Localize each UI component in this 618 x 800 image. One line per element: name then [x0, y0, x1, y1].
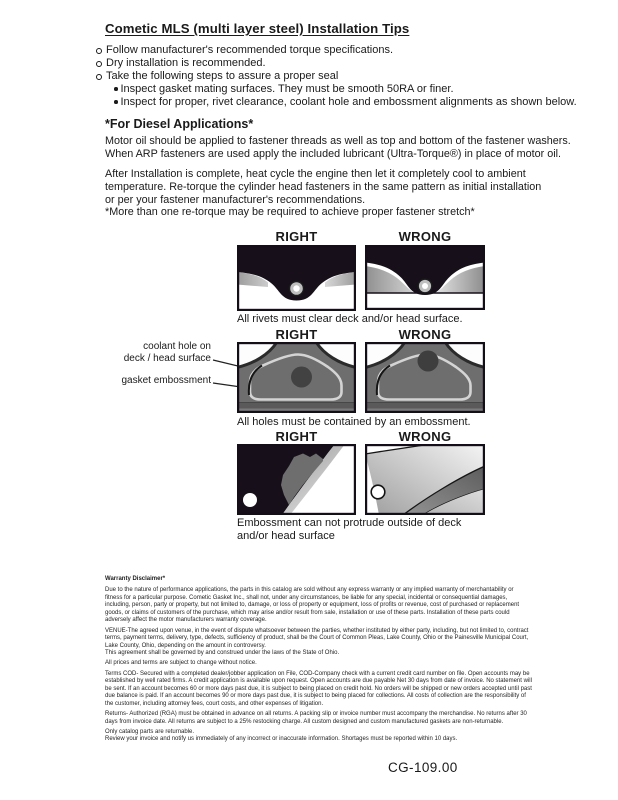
catalog-part-number: CG-109.00	[388, 760, 458, 775]
list-item	[114, 96, 577, 109]
label-line: deck / head surface	[123, 352, 211, 364]
list-item-text: Inspect for proper, rivet clearance, coolant hole and embossment alignments as shown below.	[120, 96, 577, 108]
retorque-note	[105, 206, 475, 219]
row3-right-header: RIGHT	[275, 429, 318, 444]
open-bullet-icon	[96, 74, 102, 80]
embossment-protrusion-right-illustration	[237, 444, 356, 515]
embossment-protrusion-wrong-illustration	[365, 444, 485, 515]
coolant-hole-label	[110, 341, 211, 364]
rivet-clearance-right-svg	[237, 245, 356, 311]
bolt-hole-icon	[371, 485, 385, 499]
bolt-hole-icon	[243, 493, 257, 507]
row1-right-header: RIGHT	[275, 229, 318, 244]
paragraph-line: or per your fastener manufacturer's recommendations.	[105, 194, 366, 207]
paragraph-line: temperature. Re-torque the cylinder head fasteners in the same pattern as initial installation	[105, 181, 542, 194]
row3-caption	[237, 517, 461, 542]
legal-paragraph: This agreement shall be governed by and construed under the laws of the State of Ohio.	[105, 650, 340, 657]
embossment-containment-wrong-illustration	[365, 342, 485, 413]
embossment-containment-right-illustration	[237, 342, 356, 413]
coolant-hole	[418, 351, 439, 372]
list-item-text: Dry installation is recommended.	[106, 57, 266, 69]
row2-caption: All holes must be contained by an embossment.	[237, 416, 471, 428]
warranty-disclaimer-section	[105, 576, 532, 746]
legal-paragraph: All prices and terms are subject to change without notice.	[105, 660, 257, 667]
paragraph-line: Motor oil should be applied to fastener threads as well as top and bottom of the fastener washers.	[105, 135, 571, 147]
embossment-right-svg	[237, 342, 356, 413]
paragraph-line: When ARP fasteners are used apply the included lubricant (Ultra-Torque®) in place of motor oil.	[105, 148, 562, 161]
caption-line: and/or head surface	[237, 529, 335, 542]
list-item	[96, 70, 393, 83]
gasket-embossment-label: gasket embossment	[121, 375, 211, 386]
legal-paragraph: Terms COD- Secured with a completed dealer/jobber application on File, COD-Company check with a current credit card number on file. Open accounts may be established by well rated firms. A credit application is available upon request. Open accounts are due payable Net 30 days from date of invoice. No statement will be sent. If an account becomes 60 or more days past due, it is subject to being placed on credit hold. No orders will be shipped or new orders accepted until past due balance is paid. If an account becomes 90 or more days past due, it is subject to being placed for collections. All costs of collection are the responsibility of the customer, including attorney fees, court costs, and other expenses of litigation.	[105, 670, 532, 707]
rivet-clearance-right-illustration	[237, 245, 356, 311]
row2-wrong-header: WRONG	[398, 327, 452, 342]
paragraph-line: After Installation is complete, heat cycle the engine then let it completely cool to ambient	[105, 168, 526, 180]
legal-paragraph: VENUE-The agreed upon venue, in the event of dispute whatsoever between the parties, whether instituted by either party, including, but not limited to, contract terms, payment terms, delivery, type, defects, sufficiency of product, shall be the Court of Common Pleas, Lake County, Ohio or the Painesville Municipal Court, Lake County, Ohio, depending on the amount in controversy.	[105, 627, 529, 649]
dot-bullet-icon	[114, 87, 118, 91]
installation-tips-list	[96, 44, 393, 83]
caption-line: Embossment can not protrude outside of deck	[237, 517, 462, 529]
dot-bullet-icon	[114, 100, 118, 104]
installation-tips-sublist	[114, 83, 577, 109]
protrusion-wrong-svg	[365, 444, 485, 515]
warranty-disclaimer-heading: Warranty Disclaimer*	[105, 576, 166, 582]
list-item	[96, 57, 393, 70]
list-item-text: Take the following steps to assure a proper seal	[106, 70, 339, 82]
diesel-paragraph-2	[105, 168, 541, 208]
label-line: coolant hole on	[143, 341, 211, 352]
open-bullet-icon	[96, 61, 102, 67]
list-item-text: Inspect gasket mating surfaces. They must be smooth 50RA or finer.	[120, 83, 454, 95]
embossment-wrong-svg	[365, 342, 485, 413]
rivet-clearance-wrong-illustration	[365, 245, 485, 310]
list-item-text: Follow manufacturer's recommended torque specifications.	[106, 44, 394, 56]
list-item	[114, 83, 577, 96]
row3-wrong-header: WRONG	[398, 429, 452, 444]
legal-paragraph: Due to the nature of performance applications, the parts in this catalog are sold without any express warranty or any implied warranty of merchantability or fitness for a particular purpose. Cometic Gasket Inc., shall not, under any circumstances, be liable for any special, incidental or consequential damages, including, person, party or property, but not limited to, damage, or loss of property or equipment, loss of profits or revenue, cost of purchased or replacement goods, or claims of customers of the purchase, which may arise and/or result from sale, installation or use of these parts. Installation of these parts could adversely affect the motor manufacturers warranty coverage.	[105, 587, 520, 624]
paragraph-line: *More than one re-torque may be required to achieve proper fastener stretch*	[105, 206, 475, 218]
open-bullet-icon	[96, 48, 102, 54]
rivet-clearance-wrong-svg	[365, 245, 485, 310]
diesel-paragraph-1	[105, 135, 571, 161]
diesel-applications-heading: *For Diesel Applications*	[105, 117, 254, 131]
row1-wrong-header: WRONG	[398, 229, 452, 244]
page-title: Cometic MLS (multi layer steel) Installation Tips	[105, 21, 410, 36]
row1-caption: All rivets must clear deck and/or head surface.	[237, 313, 463, 325]
coolant-hole	[291, 367, 312, 388]
legal-paragraph: Only catalog parts are returnable.	[105, 728, 195, 735]
legal-paragraph: Returns- Authorized (RGA) must be obtained in advance on all returns. A packing slip or invoice number must accompany the merchandise. No returns after 30 days from invoice date. All returns are subject to a 25% restocking charge. All custom designed and custom manufactured gaskets are non-returnable.	[105, 711, 527, 725]
protrusion-right-svg	[237, 444, 356, 515]
legal-paragraph: Review your invoice and notify us immediately of any incorrect or inaccurate information. Shortages must be reported within 10 days.	[105, 736, 458, 743]
list-item	[96, 44, 393, 57]
row2-right-header: RIGHT	[275, 327, 318, 342]
